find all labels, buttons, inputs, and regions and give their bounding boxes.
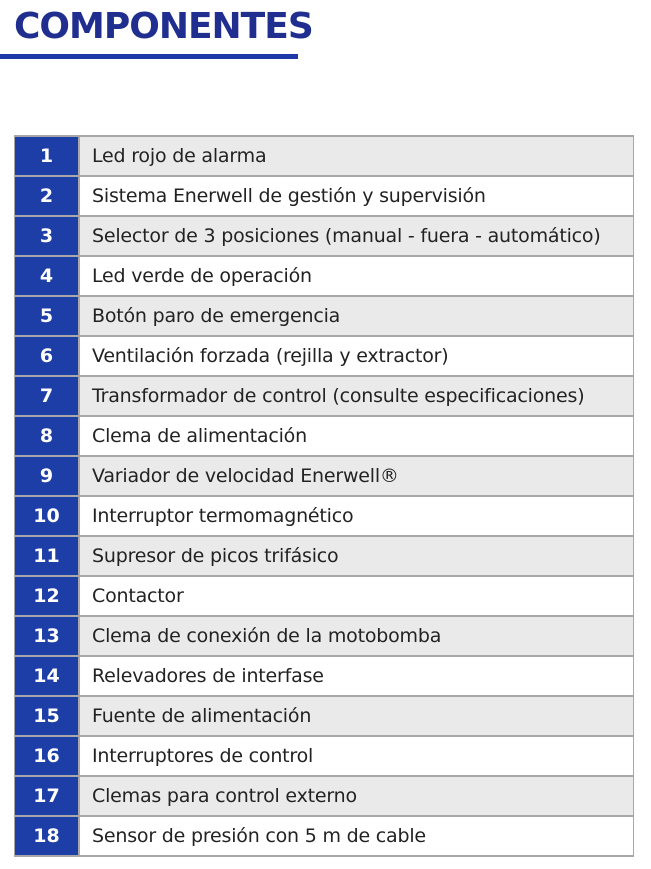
component-label: Sistema Enerwell de gestión y supervisión: [80, 177, 633, 215]
component-number: 4: [15, 257, 80, 295]
component-label: Clema de alimentación: [80, 417, 633, 455]
table-row: [15, 257, 633, 297]
title-underline: [0, 54, 298, 59]
component-label: Transformador de control (consulte especificaciones): [80, 377, 633, 415]
component-label: Sensor de presión con 5 m de cable: [80, 817, 633, 855]
component-label: Led rojo de alarma: [80, 137, 633, 175]
table-row: [15, 537, 633, 577]
component-number: 18: [15, 817, 80, 855]
component-number: 13: [15, 617, 80, 655]
component-number: 16: [15, 737, 80, 775]
table-row: [15, 457, 633, 497]
table-row: [15, 737, 633, 777]
table-row: [15, 617, 633, 657]
component-number: 8: [15, 417, 80, 455]
page-title: COMPONENTES: [14, 6, 313, 47]
table-row: [15, 417, 633, 457]
table-row: [15, 497, 633, 537]
component-label: Relevadores de interfase: [80, 657, 633, 695]
component-number: 3: [15, 217, 80, 255]
component-number: 15: [15, 697, 80, 735]
component-label: Interruptor termomagnético: [80, 497, 633, 535]
component-number: 6: [15, 337, 80, 375]
component-label: Interruptores de control: [80, 737, 633, 775]
table-row: [15, 297, 633, 337]
component-label: Variador de velocidad Enerwell®: [80, 457, 633, 495]
component-number: 12: [15, 577, 80, 615]
component-number: 2: [15, 177, 80, 215]
component-label: Selector de 3 posiciones (manual - fuera - automático): [80, 217, 633, 255]
component-label: Clema de conexión de la motobomba: [80, 617, 633, 655]
component-number: 11: [15, 537, 80, 575]
component-number: 9: [15, 457, 80, 495]
component-label: Supresor de picos trifásico: [80, 537, 633, 575]
component-label: Botón paro de emergencia: [80, 297, 633, 335]
component-number: 17: [15, 777, 80, 815]
component-label: Clemas para control externo: [80, 777, 633, 815]
table-row: [15, 697, 633, 737]
component-number: 10: [15, 497, 80, 535]
table-row: [15, 777, 633, 817]
table-row: [15, 217, 633, 257]
component-number: 1: [15, 137, 80, 175]
component-label: Contactor: [80, 577, 633, 615]
table-row: [15, 817, 633, 857]
component-label: Led verde de operación: [80, 257, 633, 295]
table-row: [15, 657, 633, 697]
table-row: [15, 577, 633, 617]
table-row: [15, 337, 633, 377]
component-label: Ventilación forzada (rejilla y extractor): [80, 337, 633, 375]
table-row: [15, 377, 633, 417]
components-table: [14, 135, 634, 857]
component-number: 5: [15, 297, 80, 335]
component-number: 7: [15, 377, 80, 415]
component-number: 14: [15, 657, 80, 695]
component-label: Fuente de alimentación: [80, 697, 633, 735]
table-row: [15, 137, 633, 177]
table-row: [15, 177, 633, 217]
